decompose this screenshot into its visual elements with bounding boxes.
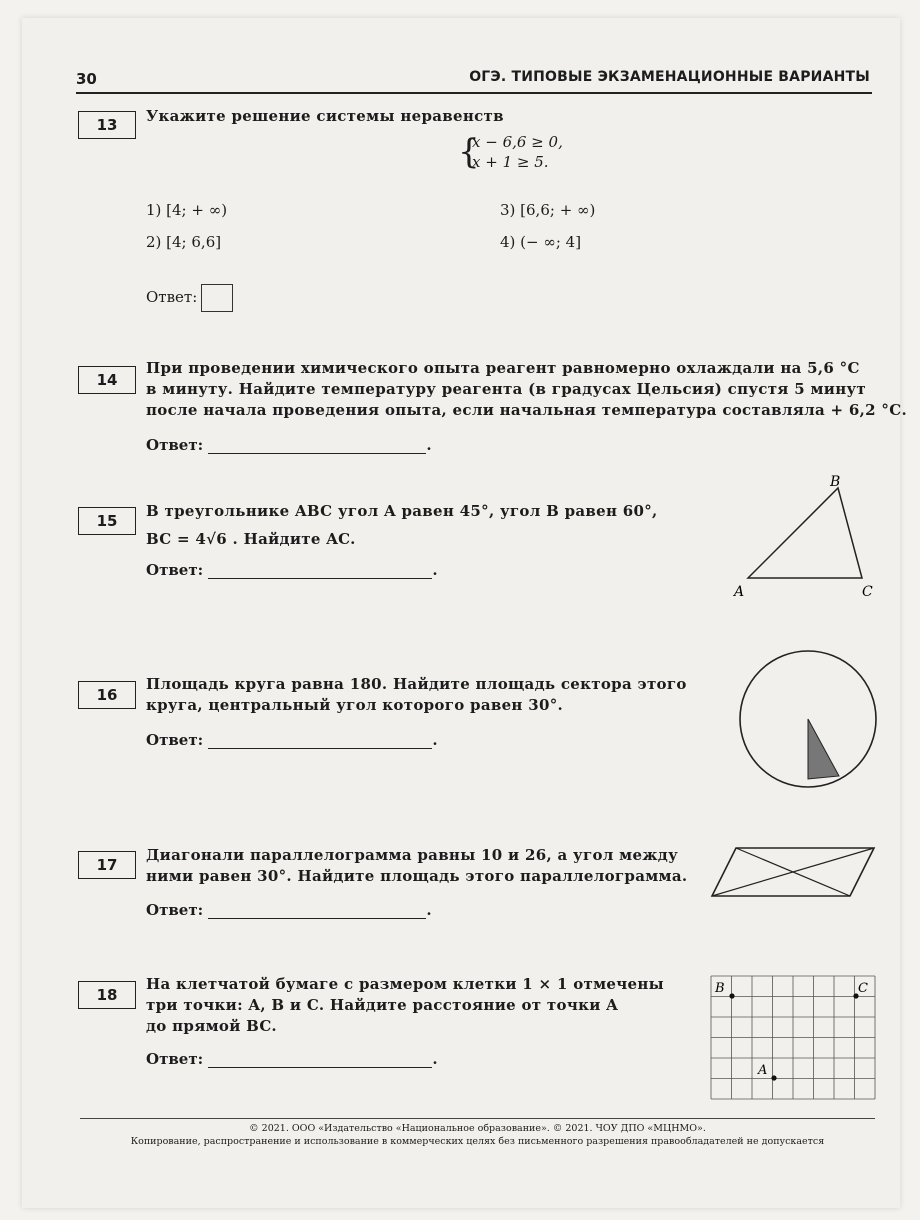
grid-label-a: A [758,1063,768,1078]
q13-inequality-1: x − 6,6 ≥ 0, [472,133,563,151]
task-number-14: 14 [78,366,136,394]
q18-line-2: три точки: A, B и C. Найдите расстояние от точки A [146,996,619,1014]
q18-answer-label: Ответ: [146,1050,204,1068]
q13-option-4[interactable]: 4) (− ∞; 4] [500,233,582,251]
q15-answer: Ответ: . [146,561,438,579]
grid-label-b: B [715,981,725,996]
footer-rule [80,1118,875,1119]
q16-text [146,674,687,716]
q13-option-2[interactable]: 2) [4; 6,6] [146,233,222,251]
triangle-label-c: C [862,584,873,600]
q17-line-2: ними равен 30°. Найдите площадь этого параллелограмма. [146,867,688,885]
q17-answer-label: Ответ: [146,901,204,919]
grid-figure [708,974,880,1102]
q18-answer-line[interactable] [208,1053,432,1068]
q15-line-1: В треугольнике ABC угол A равен 45°, угол B равен 60°, [146,502,658,520]
q15-answer-line[interactable] [208,564,432,579]
q15-answer-label: Ответ: [146,561,204,579]
q17-text [146,845,687,887]
q14-answer-label: Ответ: [146,436,204,454]
q16-answer-label: Ответ: [146,731,204,749]
diagonal-2 [712,848,874,896]
task-number-16: 16 [78,681,136,709]
q14-line-1: При проведении химического опыта реагент равномерно охлаждали на 5,6 °С [146,359,860,377]
grid-label-c: C [858,981,868,996]
grid-lines [711,976,875,1099]
task-number-13: 13 [78,111,136,139]
point-b [729,993,734,998]
q17-line-1: Диагонали параллелограмма равны 10 и 26, а угол между [146,846,678,864]
q13-answer-label: Ответ: [146,288,198,306]
q14-line-3: после начала проведения опыта, если начальная температура составляла + 6,2 °С. [146,401,907,419]
q16-answer-line[interactable] [208,734,432,749]
q13-option-1[interactable]: 1) [4; + ∞) [146,201,228,219]
running-title: ОГЭ. ТИПОВЫЕ ЭКЗАМЕНАЦИОННЫЕ ВАРИАНТЫ [469,69,870,85]
system-brace: { [458,132,480,172]
q13-answer-box[interactable] [201,284,233,312]
q16-line-1: Площадь круга равна 180. Найдите площадь сектора этого [146,675,687,693]
q13-option-3[interactable]: 3) [6,6; + ∞) [500,201,596,219]
q14-line-2: в минуту. Найдите температуру реагента (в градусах Цельсия) спустя 5 минут [146,380,866,398]
q17-answer: Ответ: . [146,901,432,919]
point-a [771,1075,776,1080]
footer-copyright: © 2021. ООО «Издательство «Национальное образование». © 2021. ЧОУ ДПО «МЦНМО». [249,1123,706,1134]
triangle-shape [748,488,862,578]
page-number: 30 [76,70,97,88]
parallelogram-figure [710,840,880,902]
q16-answer: Ответ: . [146,731,438,749]
q15-text [146,497,658,553]
header-rule [76,92,872,94]
q14-text [146,358,907,421]
q13-system [472,132,563,172]
triangle-figure [730,470,880,600]
q16-line-2: круга, центральный угол которого равен 30°. [146,696,564,714]
q13-answer [146,284,233,312]
triangle-label-b: B [830,474,841,490]
q14-answer-line[interactable] [208,439,426,454]
sector-shape [808,719,839,779]
q18-line-3: до прямой BC. [146,1017,277,1035]
q18-text [146,974,664,1037]
q13-inequality-2: x + 1 ≥ 5. [472,153,549,171]
q17-answer-line[interactable] [208,904,426,919]
task-number-15: 15 [78,507,136,535]
q13-text: Укажите решение системы неравенств [146,107,504,125]
q15-line-2: BC = 4√6 . Найдите AC. [146,530,356,548]
triangle-label-a: A [734,584,745,600]
q18-line-1: На клетчатой бумаге с размером клетки 1 × 1 отмечены [146,975,665,993]
footer-notice: Копирование, распространение и использование в коммерческих целях без письменного разрешения правообладателей не допускается [130,1136,825,1147]
circle-figure [735,646,881,792]
task-number-18: 18 [78,981,136,1009]
q14-answer: Ответ: . [146,436,432,454]
q18-answer: Ответ: . [146,1050,438,1068]
task-number-17: 17 [78,851,136,879]
